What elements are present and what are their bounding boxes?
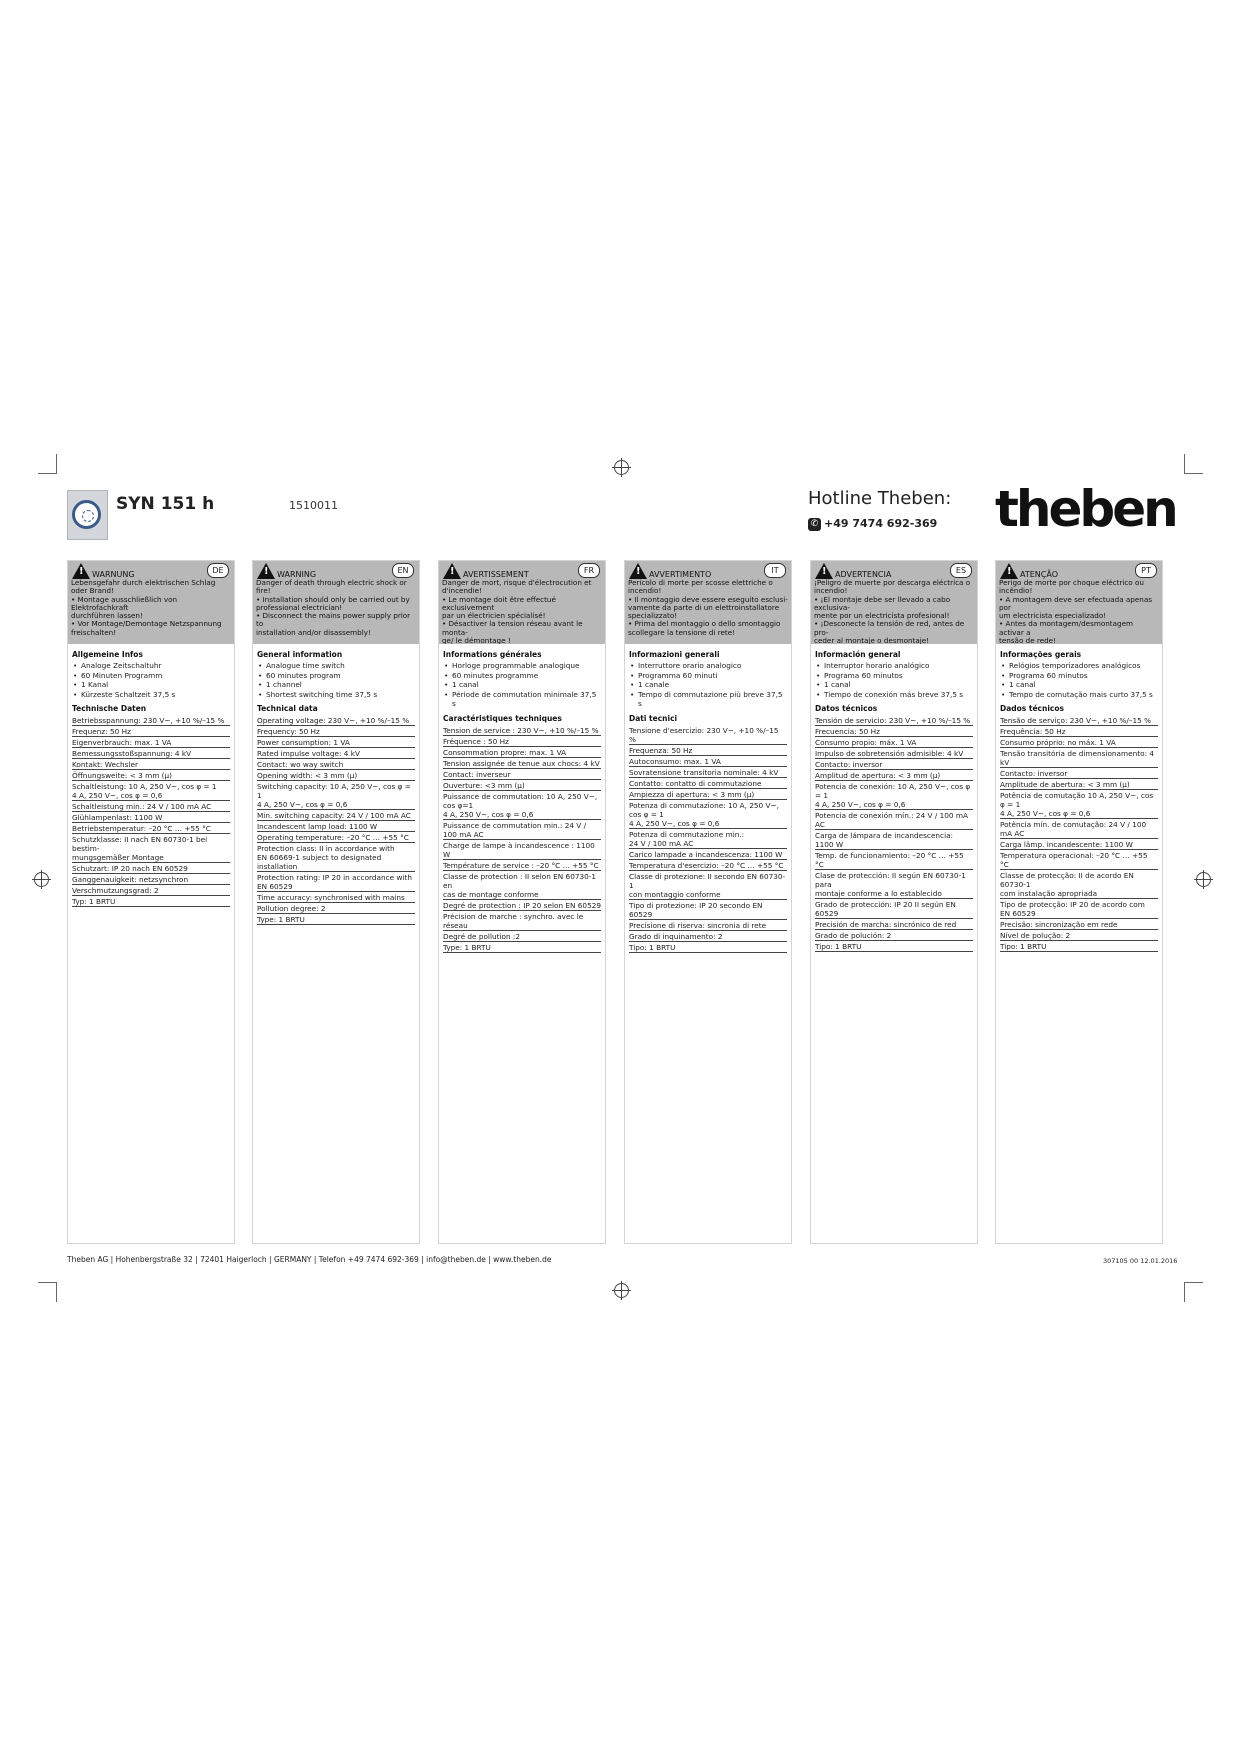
technical-data-row: Grado di inquinamento: 2 bbox=[629, 931, 787, 942]
technical-data-row: Bemessungsstoßspannung: 4 kV bbox=[72, 748, 230, 759]
technical-data-row: Opening width: < 3 mm (µ) bbox=[257, 770, 415, 781]
panel-body bbox=[625, 644, 791, 953]
warning-title bbox=[256, 563, 416, 579]
general-info-item: • 1 canal bbox=[443, 680, 601, 690]
crop-mark bbox=[1184, 1283, 1185, 1302]
general-info-item: • 60 minutes programme bbox=[443, 671, 601, 681]
technical-data-row: Frequência: 50 Hz bbox=[1000, 726, 1158, 737]
technical-data-title: Datos técnicos bbox=[815, 704, 878, 713]
technical-data-row: Öffnungsweite: < 3 mm (µ) bbox=[72, 770, 230, 781]
technical-data-row: Grado de polución: 2 bbox=[815, 930, 973, 941]
crop-mark bbox=[56, 1283, 57, 1302]
technical-data-row: Degré de protection : IP 20 selon EN 60529 bbox=[443, 900, 602, 910]
general-info-item: • 1 Kanal bbox=[72, 680, 230, 690]
dial-icon bbox=[72, 500, 101, 529]
technical-data-row: Tensão de serviço: 230 V~, +10 %/–15 % bbox=[1000, 715, 1158, 726]
technical-data-row: Schutzart: IP 20 nach EN 60529 bbox=[72, 863, 230, 874]
panel-body bbox=[68, 644, 234, 907]
general-info-title: Información general bbox=[815, 650, 901, 659]
technical-data-row: Consumo propio: máx. 1 VA bbox=[815, 737, 973, 748]
technical-data-row: Consumo próprio: no máx. 1 VA bbox=[1000, 737, 1158, 748]
warning-title bbox=[71, 563, 231, 579]
warning-box bbox=[68, 561, 234, 644]
warning-text: Danger of death through electric shock or fire! • Installation should only be carried out by professional electrician! • Disconnect the mains power supply prior to installation and/or disassembly! bbox=[256, 578, 411, 637]
hotline-number-text: +49 7474 692-369 bbox=[824, 517, 938, 530]
technical-data-row: Operating voltage: 230 V~, +10 %/–15 % bbox=[257, 715, 415, 726]
general-info-item: • Tempo de comutação mais curto 37,5 s bbox=[1000, 690, 1158, 700]
panel-body bbox=[253, 644, 419, 925]
hotline-title: Hotline Theben: bbox=[808, 488, 952, 509]
technical-data-row: Type: 1 BRTU bbox=[257, 914, 415, 925]
technical-data-row: Classe de protection : II selon EN 60730-1 en cas de montage conforme bbox=[443, 871, 601, 900]
technical-data-row: Potenza di commutazione: 10 A, 250 V~, cos φ = 1 4 A, 250 V~, cos φ = 0,6 bbox=[629, 800, 787, 829]
technical-data-row: Tipo: 1 BRTU bbox=[1000, 941, 1158, 952]
general-info-item: • Interruptor horario analógico bbox=[815, 661, 973, 671]
language-panel bbox=[67, 560, 235, 1244]
technical-data-row: Tension de service : 230 V~, +10 %/–15 % bbox=[443, 725, 601, 736]
crop-mark bbox=[1184, 1282, 1203, 1283]
technical-data-title: Technische Daten bbox=[72, 704, 147, 713]
general-info-item: • Analoge Zeitschaltuhr bbox=[72, 661, 230, 671]
general-info-item: • Tiempo de conexión más breve 37,5 s bbox=[815, 690, 973, 700]
technical-data-row: Contacto: inversor bbox=[815, 759, 973, 770]
general-info-title: Informações gerais bbox=[1000, 650, 1082, 659]
general-info-item: • Analogue time switch bbox=[257, 661, 415, 671]
technical-data-row: Classe di protezione: II secondo EN 60730-1 con montaggio conforme bbox=[629, 871, 786, 899]
warning-text: Pericolo di morte per scosse elettriche o incendio! • Il montaggio deve essere eseguito esclusi- vamente da parte di un elettroinstallatore specializzato! • Prima del montaggio o dello smontaggio scollegare la tensione di rete! bbox=[628, 578, 788, 637]
general-info-title: Allgemeine Infos bbox=[72, 650, 143, 659]
technical-data-row: Tipo de protecção: IP 20 de acordo com EN 60529 bbox=[1000, 899, 1158, 919]
technical-data-row: Glühlampenlast: 1100 W bbox=[72, 812, 230, 823]
technical-data-row: Carico lampade a incandescenza: 1100 W bbox=[629, 849, 787, 860]
technical-data-row: Température de service : –20 °C … +55 °C bbox=[443, 860, 601, 871]
panel-body bbox=[996, 644, 1162, 952]
warning-triangle-icon bbox=[815, 563, 833, 579]
registration-mark-icon bbox=[1196, 872, 1211, 887]
technical-data-title: Dados técnicos bbox=[1000, 704, 1064, 713]
warning-text: Lebensgefahr durch elektrischen Schlag oder Brand! • Montage ausschließlich von Elektrofachkraft durchführen lassen! • Vor Montage/Demontage Netzspannung freischalten! bbox=[71, 578, 222, 637]
technical-data-row: Kontakt: Wechsler bbox=[72, 759, 230, 770]
language-panel bbox=[995, 560, 1163, 1244]
technical-data-row: Classe de protecção: II de acordo EN 60730-1 com instalação apropriada bbox=[1000, 870, 1158, 899]
technical-data-row: Betriebstemperatur: –20 °C … +55 °C bbox=[72, 823, 230, 834]
warning-title-text: WARNUNG bbox=[92, 570, 135, 579]
technical-data-row: Carga de lámpara de incandescencia: 1100 W bbox=[815, 830, 973, 850]
footer-doc-code: 307105 00 12.01.2016 bbox=[1103, 1257, 1178, 1265]
warning-box bbox=[625, 561, 791, 644]
technical-data-row: Potência de comutação 10 A, 250 V~, cos φ = 1 4 A, 250 V~, cos φ = 0,6 bbox=[1000, 790, 1158, 819]
crop-mark bbox=[1184, 454, 1185, 473]
warning-triangle-icon bbox=[1000, 563, 1018, 579]
technical-data-row: Tensão transitória de dimensionamento: 4 kV bbox=[1000, 748, 1158, 768]
document-header bbox=[67, 480, 1176, 538]
technical-data-row: Potencia de conexión mín.: 24 V / 100 mA AC bbox=[815, 810, 973, 830]
technical-data-row: Contatto: contatto di commutazione bbox=[629, 778, 787, 789]
general-info-title: Informations générales bbox=[443, 650, 542, 659]
technical-data-title: Caractéristiques techniques bbox=[443, 713, 562, 723]
warning-title-text: ADVERTENCIA bbox=[835, 570, 892, 579]
technical-data-row: Precisione di riserva: sincronia di rete bbox=[629, 920, 787, 931]
technical-data-row: Rated impulse voltage: 4 kV bbox=[257, 748, 415, 759]
general-info-item: • Programa 60 minutos bbox=[1000, 671, 1158, 681]
warning-box bbox=[811, 561, 977, 644]
panel-body bbox=[811, 644, 977, 952]
language-code-badge: PT bbox=[1135, 563, 1157, 578]
technical-data-row: Verschmutzungsgrad: 2 bbox=[72, 885, 230, 896]
crop-mark bbox=[38, 1282, 57, 1283]
general-info-item: • 1 channel bbox=[257, 680, 415, 690]
technical-data-row: Potenza di commutazione min.: 24 V / 100 mA AC bbox=[629, 829, 787, 849]
technical-data-row: Contact: wo way switch bbox=[257, 759, 415, 770]
general-info-item: • Tempo di commutazione più breve 37,5 s bbox=[629, 690, 787, 709]
technical-data-row: Temperatura operacional: –20 °C … +55 °C bbox=[1000, 850, 1158, 870]
technical-data-row: Charge de lampe à incandescence : 1100 W bbox=[443, 840, 601, 860]
general-info-item: • 60 Minuten Programm bbox=[72, 671, 230, 681]
technical-data-row: Frequency: 50 Hz bbox=[257, 726, 415, 737]
technical-data-row: Operating temperature: –20 °C … +55 °C bbox=[257, 832, 415, 843]
warning-text: Perigo de morte por choque eléctrico ou incêndio! • A montagem deve ser efectuada apenas por um electricista especializado! • Antes da montagem/desmontagem activar a tensão de rede! bbox=[999, 578, 1152, 644]
technical-data-row: Tensión de servicio: 230 V~, +10 %/–15 % bbox=[815, 715, 973, 726]
technical-data-row: Contact: inverseur bbox=[443, 769, 601, 780]
language-panel bbox=[810, 560, 978, 1244]
technical-data-row: Tipo di protezione: IP 20 secondo EN 60529 bbox=[629, 900, 787, 920]
language-code-badge: IT bbox=[764, 563, 786, 578]
technical-data-row: Frecuencia: 50 Hz bbox=[815, 726, 973, 737]
general-info-item: • Période de commutation minimale 37,5 s bbox=[443, 690, 601, 709]
product-image bbox=[67, 490, 108, 540]
technical-data-row: Fréquence : 50 Hz bbox=[443, 736, 601, 747]
technical-data-row: Carga lâmp. incandescente: 1100 W bbox=[1000, 839, 1158, 850]
article-number: 1510011 bbox=[289, 499, 338, 512]
technical-data-row: Frequenz: 50 Hz bbox=[72, 726, 230, 737]
technical-data-row: Clase de protección: II según EN 60730-1 para montaje conforme a lo establecido bbox=[815, 870, 973, 899]
language-code-badge: FR bbox=[578, 563, 600, 578]
technical-data-row: Schaltleistung: 10 A, 250 V~, cos φ = 1 4 A, 250 V~, cos φ = 0,6 bbox=[72, 781, 230, 801]
technical-data-row: Tipo: 1 BRTU bbox=[629, 942, 787, 953]
technical-data-row: Precisão: sincronização em rede bbox=[1000, 919, 1158, 930]
general-info-item: • Programa 60 minutos bbox=[815, 671, 973, 681]
technical-data-row: Nível de polução: 2 bbox=[1000, 930, 1158, 941]
technical-data-row: Precisión de marcha: sincrónico de red bbox=[815, 919, 973, 930]
crop-mark bbox=[56, 454, 57, 473]
general-info-item: • Horloge programmable analogique bbox=[443, 661, 601, 671]
general-info-item: • 1 canal bbox=[815, 680, 973, 690]
language-code-badge: ES bbox=[950, 563, 972, 578]
technical-data-row: Power consumption: 1 VA bbox=[257, 737, 415, 748]
warning-triangle-icon bbox=[443, 563, 461, 579]
language-panel bbox=[252, 560, 420, 1244]
general-info-item: • Programma 60 minuti bbox=[629, 671, 787, 681]
technical-data-row: Potencia de conexión: 10 A, 250 V~, cos φ = 1 4 A, 250 V~, cos φ = 0,6 bbox=[815, 781, 973, 810]
technical-data-row: Potência mín. de comutação: 24 V / 100 mA AC bbox=[1000, 819, 1158, 839]
technical-data-row: Ganggenauigkeit: netzsynchron bbox=[72, 874, 230, 885]
technical-data-row: Degré de pollution :2 bbox=[443, 931, 601, 942]
technical-data-row: Impulso de sobretensión admisible: 4 kV bbox=[815, 748, 973, 759]
technical-data-row: Tension assignée de tenue aux chocs: 4 kV bbox=[443, 758, 600, 768]
technical-data-row: Min. switching capacity: 24 V / 100 mA AC bbox=[257, 810, 415, 821]
technical-data-row: Sovratensione transitoria nominale: 4 kV bbox=[629, 767, 787, 778]
general-info-item: • Shortest switching time 37,5 s bbox=[257, 690, 415, 700]
warning-triangle-icon bbox=[629, 563, 647, 579]
language-code-badge: DE bbox=[207, 563, 229, 578]
technical-data-row: Ampiezza di apertura: < 3 mm (µ) bbox=[629, 789, 787, 800]
hotline-number bbox=[808, 517, 937, 531]
technical-data-row: Contacto: inversor bbox=[1000, 768, 1158, 779]
warning-title-text: ATENÇÃO bbox=[1020, 570, 1058, 579]
technical-data-row: Switching capacity: 10 A, 250 V~, cos φ = 1 4 A, 250 V~, cos φ = 0,6 bbox=[257, 781, 415, 810]
general-info-item: • 60 minutes program bbox=[257, 671, 415, 681]
technical-data-row: Schaltleistung min.: 24 V / 100 mA AC bbox=[72, 801, 230, 812]
technical-data-row: Temp. de funcionamiento: –20 °C … +55 °C bbox=[815, 850, 973, 870]
registration-mark-icon bbox=[34, 872, 49, 887]
warning-title bbox=[442, 563, 602, 579]
warning-box bbox=[253, 561, 419, 644]
technical-data-row: Consommation propre: max. 1 VA bbox=[443, 747, 601, 758]
warning-text: Danger de mort, risque d'électrocution et d'incendie! • Le montage doit être effectué exclusivement par un électricien spécialisé! • Désactiver la tension réseau avant le monta- ge/ le démontage ! bbox=[442, 578, 592, 644]
technical-data-row: Eigenverbrauch: max. 1 VA bbox=[72, 737, 230, 748]
general-info-item: • 1 canale bbox=[629, 680, 787, 690]
general-info-title: Informazioni generali bbox=[629, 650, 720, 659]
technical-data-row: Autoconsumo: max. 1 VA bbox=[629, 756, 787, 767]
technical-data-row: Grado de protección: IP 20 II según EN 60529 bbox=[815, 899, 973, 919]
crop-mark bbox=[38, 473, 57, 474]
technical-data-row: Protection rating: IP 20 in accordance with EN 60529 bbox=[257, 872, 415, 892]
technical-data-row: Temperatura d'esercizio: –20 °C … +55 °C bbox=[629, 860, 787, 871]
technical-data-row: Betriebsspannung: 230 V~, +10 %/–15 % bbox=[72, 715, 230, 726]
theben-logo: theben bbox=[995, 480, 1176, 538]
technical-data-row: Précision de marche : synchro. avec le réseau bbox=[443, 911, 601, 931]
technical-data-row: Incandescent lamp load: 1100 W bbox=[257, 821, 415, 832]
warning-title-text: WARNING bbox=[277, 570, 317, 579]
technical-data-row: Protection class: II in accordance with EN 60669-1 subject to designated installation bbox=[257, 843, 415, 872]
technical-data-row: Amplitude de abertura: < 3 mm (µ) bbox=[1000, 779, 1158, 790]
language-panel bbox=[624, 560, 792, 1244]
product-name: SYN 151 h bbox=[116, 494, 215, 514]
technical-data-title: Technical data bbox=[257, 704, 318, 713]
technical-data-title: Dati tecnici bbox=[629, 713, 678, 723]
warning-title-text: AVVERTIMENTO bbox=[649, 570, 712, 579]
technical-data-row: Typ: 1 BRTU bbox=[72, 896, 230, 907]
technical-data-row: Puissance de commutation min.: 24 V / 100 mA AC bbox=[443, 820, 601, 840]
technical-data-row: Amplitud de apertura: < 3 mm (µ) bbox=[815, 770, 973, 781]
technical-data-row: Puissance de commutation: 10 A, 250 V~, cos φ=1 4 A, 250 V~, cos φ = 0,6 bbox=[443, 791, 601, 820]
general-info-item: • Kürzeste Schaltzeit 37,5 s bbox=[72, 690, 230, 700]
technical-data-row: Tipo: 1 BRTU bbox=[815, 941, 973, 952]
footer-address: Theben AG | Hohenbergstraße 32 | 72401 Haigerloch | GERMANY | Telefon +49 7474 692-369 | info@theben.de | www.theben.de bbox=[67, 1255, 552, 1264]
warning-title-text: AVERTISSEMENT bbox=[463, 570, 529, 579]
language-code-badge: EN bbox=[392, 563, 414, 578]
crop-mark bbox=[1184, 473, 1203, 474]
registration-mark-icon bbox=[614, 1283, 629, 1298]
technical-data-row: Time accuracy: synchronised with mains bbox=[257, 892, 415, 903]
warning-text: ¡Peligro de muerte por descarga eléctrica o incendio! • ¡El montaje debe ser llevado a cabo exclusiva- mente por un electricista profesional! • ¡Desconecte la tensión de red, antes de pro- ceder al montaje o desmontaje! bbox=[814, 578, 971, 644]
warning-box bbox=[439, 561, 605, 644]
technical-data-row: Schutzklasse: II nach EN 60730-1 bei bestim- mungsgemäßer Montage bbox=[72, 834, 230, 863]
warning-triangle-icon bbox=[257, 563, 275, 579]
technical-data-row: Pollution degree: 2 bbox=[257, 903, 415, 914]
registration-mark-icon bbox=[614, 460, 629, 475]
technical-data-row: Tensione d'esercizio: 230 V~, +10 %/–15 % bbox=[629, 725, 787, 745]
warning-title bbox=[814, 563, 974, 579]
general-info-item: • 1 canal bbox=[1000, 680, 1158, 690]
general-info-item: • Relógios temporizadores analógicos bbox=[1000, 661, 1158, 671]
phone-icon: ✆ bbox=[808, 518, 821, 531]
warning-box bbox=[996, 561, 1162, 644]
general-info-item: • Interruttore orario analogico bbox=[629, 661, 787, 671]
general-info-title: General information bbox=[257, 650, 343, 659]
warning-title bbox=[999, 563, 1159, 579]
panel-body bbox=[439, 644, 605, 953]
warning-title bbox=[628, 563, 788, 579]
technical-data-row: Ouverture: <3 mm (µ) bbox=[443, 780, 601, 791]
technical-data-row: Type: 1 BRTU bbox=[443, 942, 601, 953]
language-panel bbox=[438, 560, 606, 1244]
technical-data-row: Frequenza: 50 Hz bbox=[629, 745, 787, 756]
warning-triangle-icon bbox=[72, 563, 90, 579]
